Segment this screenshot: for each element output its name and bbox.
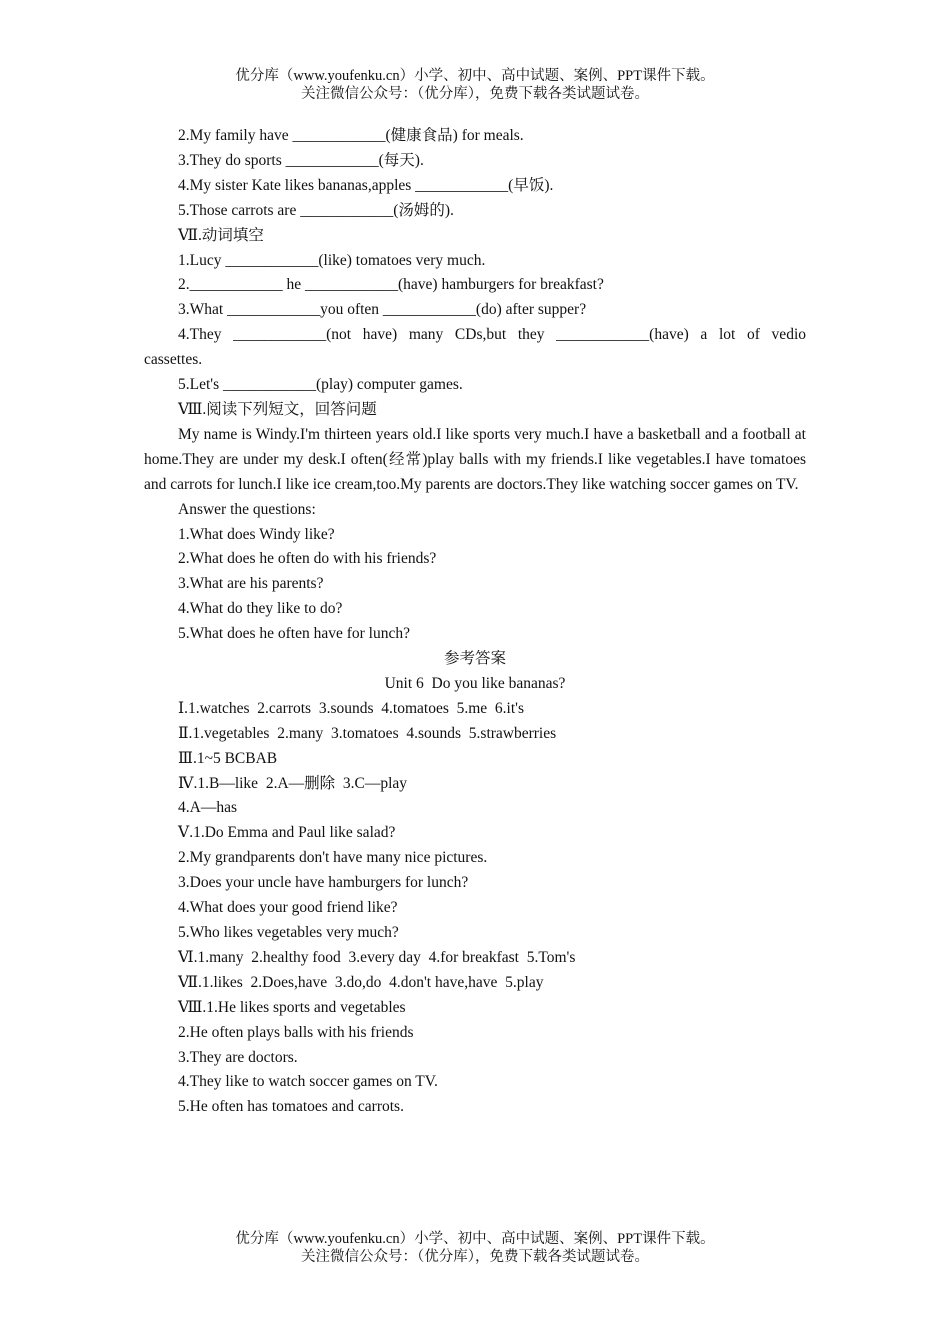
unit-title: Unit 6 Do you like bananas?: [384, 674, 566, 692]
header-line-2: 关注微信公众号：（优分库），免费下载各类试题试卷。: [301, 86, 649, 102]
question-item: 5.What does he often have for lunch?: [178, 625, 410, 643]
exercise-item: 3.They do sports ____________(每天).: [178, 151, 424, 169]
answer-line: Ⅱ.1.vegetables 2.many 3.tomatoes 4.sounds 5.strawberries: [178, 724, 557, 742]
question-item: 2.What does he often do with his friends?: [178, 550, 437, 568]
answer-line: 4.What does your good friend like?: [178, 899, 398, 917]
answer-line: Ⅷ.1.He likes sports and vegetables: [178, 998, 406, 1016]
section-title: Ⅶ.动词填空: [178, 226, 264, 244]
question-item: 1.What does Windy like?: [178, 525, 335, 543]
answer-line: Ⅶ.1.likes 2.Does,have 3.do,do 4.don't have,have 5.play: [178, 973, 544, 991]
questions-prompt: Answer the questions:: [178, 500, 316, 518]
header-line-1: 优分库（www.youfenku.cn）小学、初中、高中试题、案例、PPT课件下载。: [235, 68, 715, 84]
document-body: [144, 124, 806, 1120]
exercise-item: 5.Let's ____________(play) computer games.: [178, 376, 463, 394]
page-header: [0, 67, 950, 103]
section-title: Ⅷ.阅读下列短文，回答问题: [178, 400, 377, 418]
page-footer: [0, 1230, 950, 1266]
reading-passage: My name is Windy.I'm thirteen years old.I like sports very much.I have a basketball and a football at home.They are under my desk.I often(经常)play balls with my friends.I like vegetables.I have tomatoes and carrots for lunch.I like ice cream,too.My parents are doctors.They like watching soccer games on TV.: [144, 425, 806, 493]
answer-line: Ⅲ.1~5 BCBAB: [178, 749, 278, 767]
answer-line: 4.They like to watch soccer games on TV.: [178, 1073, 438, 1091]
answer-line: 3.Does your uncle have hamburgers for lunch?: [178, 874, 469, 892]
answer-line: Ⅰ.1.watches 2.carrots 3.sounds 4.tomatoes 5.me 6.it's: [178, 699, 524, 717]
question-item: 3.What are his parents?: [178, 575, 324, 593]
exercise-item: 2.____________ he ____________(have) hamburgers for breakfast?: [178, 276, 604, 294]
answer-line: 5.Who likes vegetables very much?: [178, 924, 399, 941]
answer-line: 3.They are doctors.: [178, 1048, 298, 1066]
answer-line: Ⅵ.1.many 2.healthy food 3.every day 4.for breakfast 5.Tom's: [178, 948, 576, 966]
answer-line: 2.He often plays balls with his friends: [178, 1023, 414, 1041]
answer-line: Ⅳ.1.B—like 2.A—删除 3.C—play: [178, 774, 408, 792]
exercise-item: 5.Those carrots are ____________(汤姆的).: [178, 201, 454, 219]
answer-line: 2.My grandparents don't have many nice pictures.: [178, 849, 488, 867]
answer-line: 5.He often has tomatoes and carrots.: [178, 1098, 404, 1116]
footer-line-1: 优分库（www.youfenku.cn）小学、初中、高中试题、案例、PPT课件下载。: [235, 1231, 715, 1247]
answers-title: 参考答案: [443, 650, 506, 668]
exercise-item: 4.My sister Kate likes bananas,apples ____________(早饭).: [178, 176, 554, 194]
question-item: 4.What do they like to do?: [178, 600, 343, 618]
exercise-item: 3.What ____________you often ____________(do) after supper?: [178, 301, 587, 319]
exercise-item: 2.My family have ____________(健康食品) for meals.: [178, 127, 524, 144]
exercise-item: 1.Lucy ____________(like) tomatoes very much.: [178, 251, 486, 269]
answer-line: Ⅴ.1.Do Emma and Paul like salad?: [178, 824, 396, 842]
answer-line: 4.A—has: [178, 799, 237, 817]
footer-line-2: 关注微信公众号：（优分库），免费下载各类试题试卷。: [301, 1249, 649, 1265]
exercise-item: 4.They ____________(not have) many CDs,but they ____________(have) a lot of vedio cassettes.: [144, 326, 806, 369]
